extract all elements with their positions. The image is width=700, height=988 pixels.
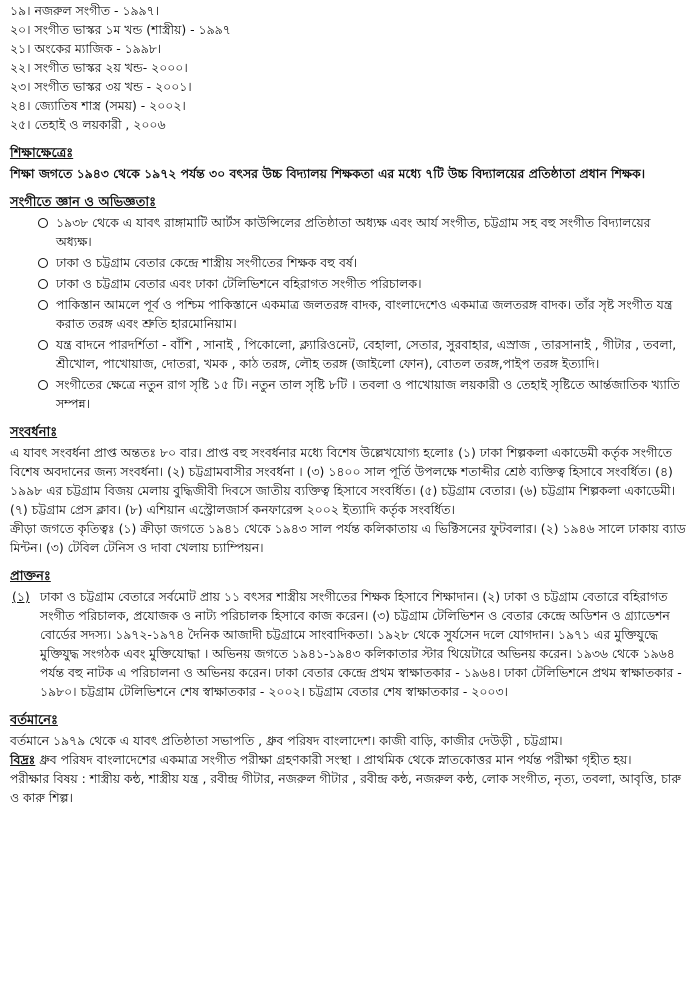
list-item <box>38 375 690 413</box>
list-item <box>38 274 690 293</box>
list-item-text: ঢাকা ও চট্টগ্রাম বেতার এবং ঢাকা টেলিভিশনে বহিরাগত সংগীত পরিচালক। <box>56 276 422 291</box>
present-heading: বর্তমানেঃ <box>10 713 58 728</box>
list-item <box>38 253 690 272</box>
exam-subjects-text: পরীক্ষার বিষয় : শাস্ত্রীয় কন্ঠ, শাস্ত্রীয় যন্ত্র , রবীন্দ্র গীটার, নজরুল গীটার , রবীন্দ্র কন্ঠ, নজরুল কন্ঠ, লোক সংগীত, নৃত্য, তবলা, আবৃত্তি, চারু ও কারু শিল্প। <box>10 771 681 805</box>
education-text: শিক্ষা জগতে ১৯৪৩ থেকে ১৯৭২ পর্যন্ত ৩০ বৎসর উচ্চ বিদ্যালয় শিক্ষকতা এর মধ্যে ৭টি উচ্চ বিদ্যালয়ের প্রতিষ্ঠাতা প্রধান শিক্ষক। <box>10 166 646 181</box>
sports-text: ক্রীড়া জগতে কৃতিত্বঃ (১) ক্রীড়া জগতে ১৯৪১ থেকে ১৯৪৩ সাল পর্যন্ত কলিকাতায় এ ভিক্টিসনের ফুটবলার। (২) ১৯৪৬ সালে ঢাকায় ব্যাড মিন্টন। (৩) টেবিল টেনিস ও দাবা খেলায় চ্যাম্পিয়ন। <box>10 521 686 555</box>
present-text: বর্তমানে ১৯৭৯ থেকে এ যাবৎ প্রতিষ্ঠাতা সভাপতি , ধ্রুব পরিষদ বাংলাদেশ। কাজী বাড়ি, কাজীর দেউড়ী , চট্টগ্রাম। <box>10 733 563 748</box>
past-heading: প্রাক্তনঃ <box>10 569 51 584</box>
list-item-text: যন্ত্র বাদনে পারদর্শিতা - বাঁশি , সানাই , পিকোলো, ক্ল্যারিওনেট, বেহালা, সেতার, সুরবাহার, এস্রাজ , তারসানাই , গীটার , তবলা, শ্রীখোল, পাখোয়াজ, দোতরা, খমক , কাঠ তরঙ্গ, লৌহ তরঙ্গ (জাইলো ফোন), বোতল তরঙ্গ,পাইপ তরঙ্গ ইত্যাদি। <box>56 337 677 371</box>
list-item: ১৯। নজরুল সংগীত - ১৯৯৭। <box>10 3 160 18</box>
note-paragraph <box>10 750 690 769</box>
past-text: ঢাকা ও চট্টগ্রাম বেতারে সর্বমোট প্রায় ১১ বৎসর শাস্ত্রীয় সংগীতের শিক্ষক হিসাবে শিক্ষাদান। (২) ঢাকা ও চট্টগ্রাম বেতারে বহিরাগত সংগীত পরিচালক, প্রযোজক ও নাট্য পরিচালক হিসাবে কাজ করেন। (৩) চট্টগ্রাম টেলিভিশন ও বেতার কেন্দ্রে অডিশন ও গ্র্যাডেশন বোর্ডের সদস্য। ১৯৭২-১৯৭৪ দৈনিক আজাদী চট্টগ্রামে সাংবাদিকতা। ১৯২৮ থেকে সুর্যসেন দলে যোগদান। ১৯৭১ এর মুক্তিযুদ্ধে মুক্তিযুদ্ধ সংগঠক এবং মুক্তিযোদ্ধা । অভিনয় জগতে ১৯৪১-১৯৪৩ কলিকাতার স্টার থিয়েটারে অভিনয় করেন। ১৯৩৬ থেকে ১৯৬৪ পর্যন্ত বহু নাটক এ পরিচালনা ও অভিনয় করেন। ঢাকা বেতার কেন্দ্রে প্রথম স্বাক্ষাতকার - ১৯৬৪। ঢাকা টেলিভিশনে প্রথম স্বাক্ষাতকার - ১৯৮০। চট্টগ্রাম টেলিভিশনে শেষ স্বাক্ষাতকার - ২০০২। চট্টগ্রাম বেতার শেষ স্বাক্ষাতকার - ২০০৩। <box>40 589 682 699</box>
publications-list <box>10 2 690 134</box>
list-item: ২২। সংগীত ভাস্কর ২য় খন্ড- ২০০০। <box>10 60 188 75</box>
bullet-circle-icon <box>38 340 48 350</box>
past-lead: (১) <box>12 589 30 604</box>
list-item <box>38 213 690 251</box>
list-item: ২৩। সংগীত ভাস্কর ৩য় খন্ড - ২০০১। <box>10 79 192 94</box>
list-item-text: ১৯৩৮ থেকে এ যাবৎ রাঙ্গামাটি আর্টস কাউন্সিলের প্রতিষ্ঠাতা অধ্যক্ষ এবং আর্য সংগীত, চট্টগ্রাম সহ বহু সংগীত বিদ্যালয়ের অধ্যক্ষ। <box>56 215 651 249</box>
list-item-text: পাকিস্তান আমলে পূর্ব ও পশ্চিম পাকিস্তানে একমাত্র জলতরঙ্গ বাদক, বাংলাদেশেও একমাত্র জলতরঙ্গ বাদক। তাঁর সৃষ্ট সংগীত যন্ত্র করাত তরঙ্গ এবং শ্রুতি হারমোনিয়াম। <box>56 297 673 331</box>
note-lead: বিদ্রঃ <box>10 752 36 767</box>
bullet-circle-icon <box>38 380 48 390</box>
bullet-circle-icon <box>38 218 48 228</box>
bullet-circle-icon <box>38 279 48 289</box>
list-item-text: সংগীতের ক্ষেত্রে নতুন রাগ সৃষ্টি ১৫ টি। নতুন তাল সৃষ্টি ৮টি । তবলা ও পাখোয়াজ লয়কারী ও তেহাই সৃষ্টিতে আর্ন্তজাতিক খ্যাতি সম্পন্ন। <box>56 377 680 411</box>
note-text: ধ্রুব পরিষদ বাংলাদেশের একমাত্র সংগীত পরীক্ষা গ্রহণকারী সংস্থা । প্রাথমিক থেকে স্নাতকোত্তর মান পর্যন্ত পরীক্ষা গৃহীত হয়। <box>35 752 632 767</box>
honors-heading: সংবর্ধনাঃ <box>10 425 58 440</box>
list-item-text: ঢাকা ও চট্টগ্রাম বেতার কেন্দ্রে শাস্ত্রীয় সংগীতের শিক্ষক বহু বর্ষ। <box>56 255 358 270</box>
music-heading: সংগীতে জ্ঞান ও অভিজ্ঞতাঃ <box>10 195 157 210</box>
honors-text: এ যাবৎ সংবর্ধনা প্রাপ্ত অন্ততঃ ৮০ বার। প্রাপ্ত বহু সংবর্ধনার মধ্যে বিশেষ উল্লেখযোগ্য হলোঃ (১) ঢাকা শিল্পকলা একাডেমী কর্তৃক সংগীতে বিশেষ অবদানের জন্য সংবর্ধনা। (২) চট্টগ্রামবাসীর সংবর্ধনা । (৩) ১৪০০ সাল পূর্তি উপলক্ষে শতাব্দীর শ্রেষ্ঠ ব্যক্তিত্ব হিসাবে সংবর্ধিত। (৪) ১৯৯৮ এর চট্টগ্রাম বিজয় মেলায় বুদ্ধিজীবী দিবসে জাতীয় ব্যক্তিত্ব হিসাবে সংবর্ধিত। (৫) চট্টগ্রাম বেতার। (৬) চট্টগ্রাম শিল্পকলা একাডেমী। (৭) চট্টগ্রাম প্রেস ক্লাব। (৮) এশিয়ান এস্ট্রোলজার্স কনফারেন্স ২০০২ ইত্যাদি কর্তৃক সংবর্ধিত। <box>10 445 676 517</box>
list-item <box>38 295 690 333</box>
list-item: ২৪। জ্যোতিষ শাস্ত্র (সময়) - ২০০২। <box>10 98 186 113</box>
past-block <box>10 587 690 701</box>
bullet-circle-icon <box>38 258 48 268</box>
list-item: ২৫। তেহাই ও লয়কারী , ২০০৬ <box>10 117 166 132</box>
list-item <box>38 335 690 373</box>
education-heading: শিক্ষাক্ষেত্রেঃ <box>10 146 74 161</box>
music-list <box>10 213 690 413</box>
list-item: ২০। সংগীত ভাস্কর ১ম খন্ড (শাস্ত্রীয়) - ১৯৯৭ <box>10 22 231 37</box>
bullet-circle-icon <box>38 300 48 310</box>
list-item: ২১। অংকের ম্যাজিক - ১৯৯৮। <box>10 41 162 56</box>
